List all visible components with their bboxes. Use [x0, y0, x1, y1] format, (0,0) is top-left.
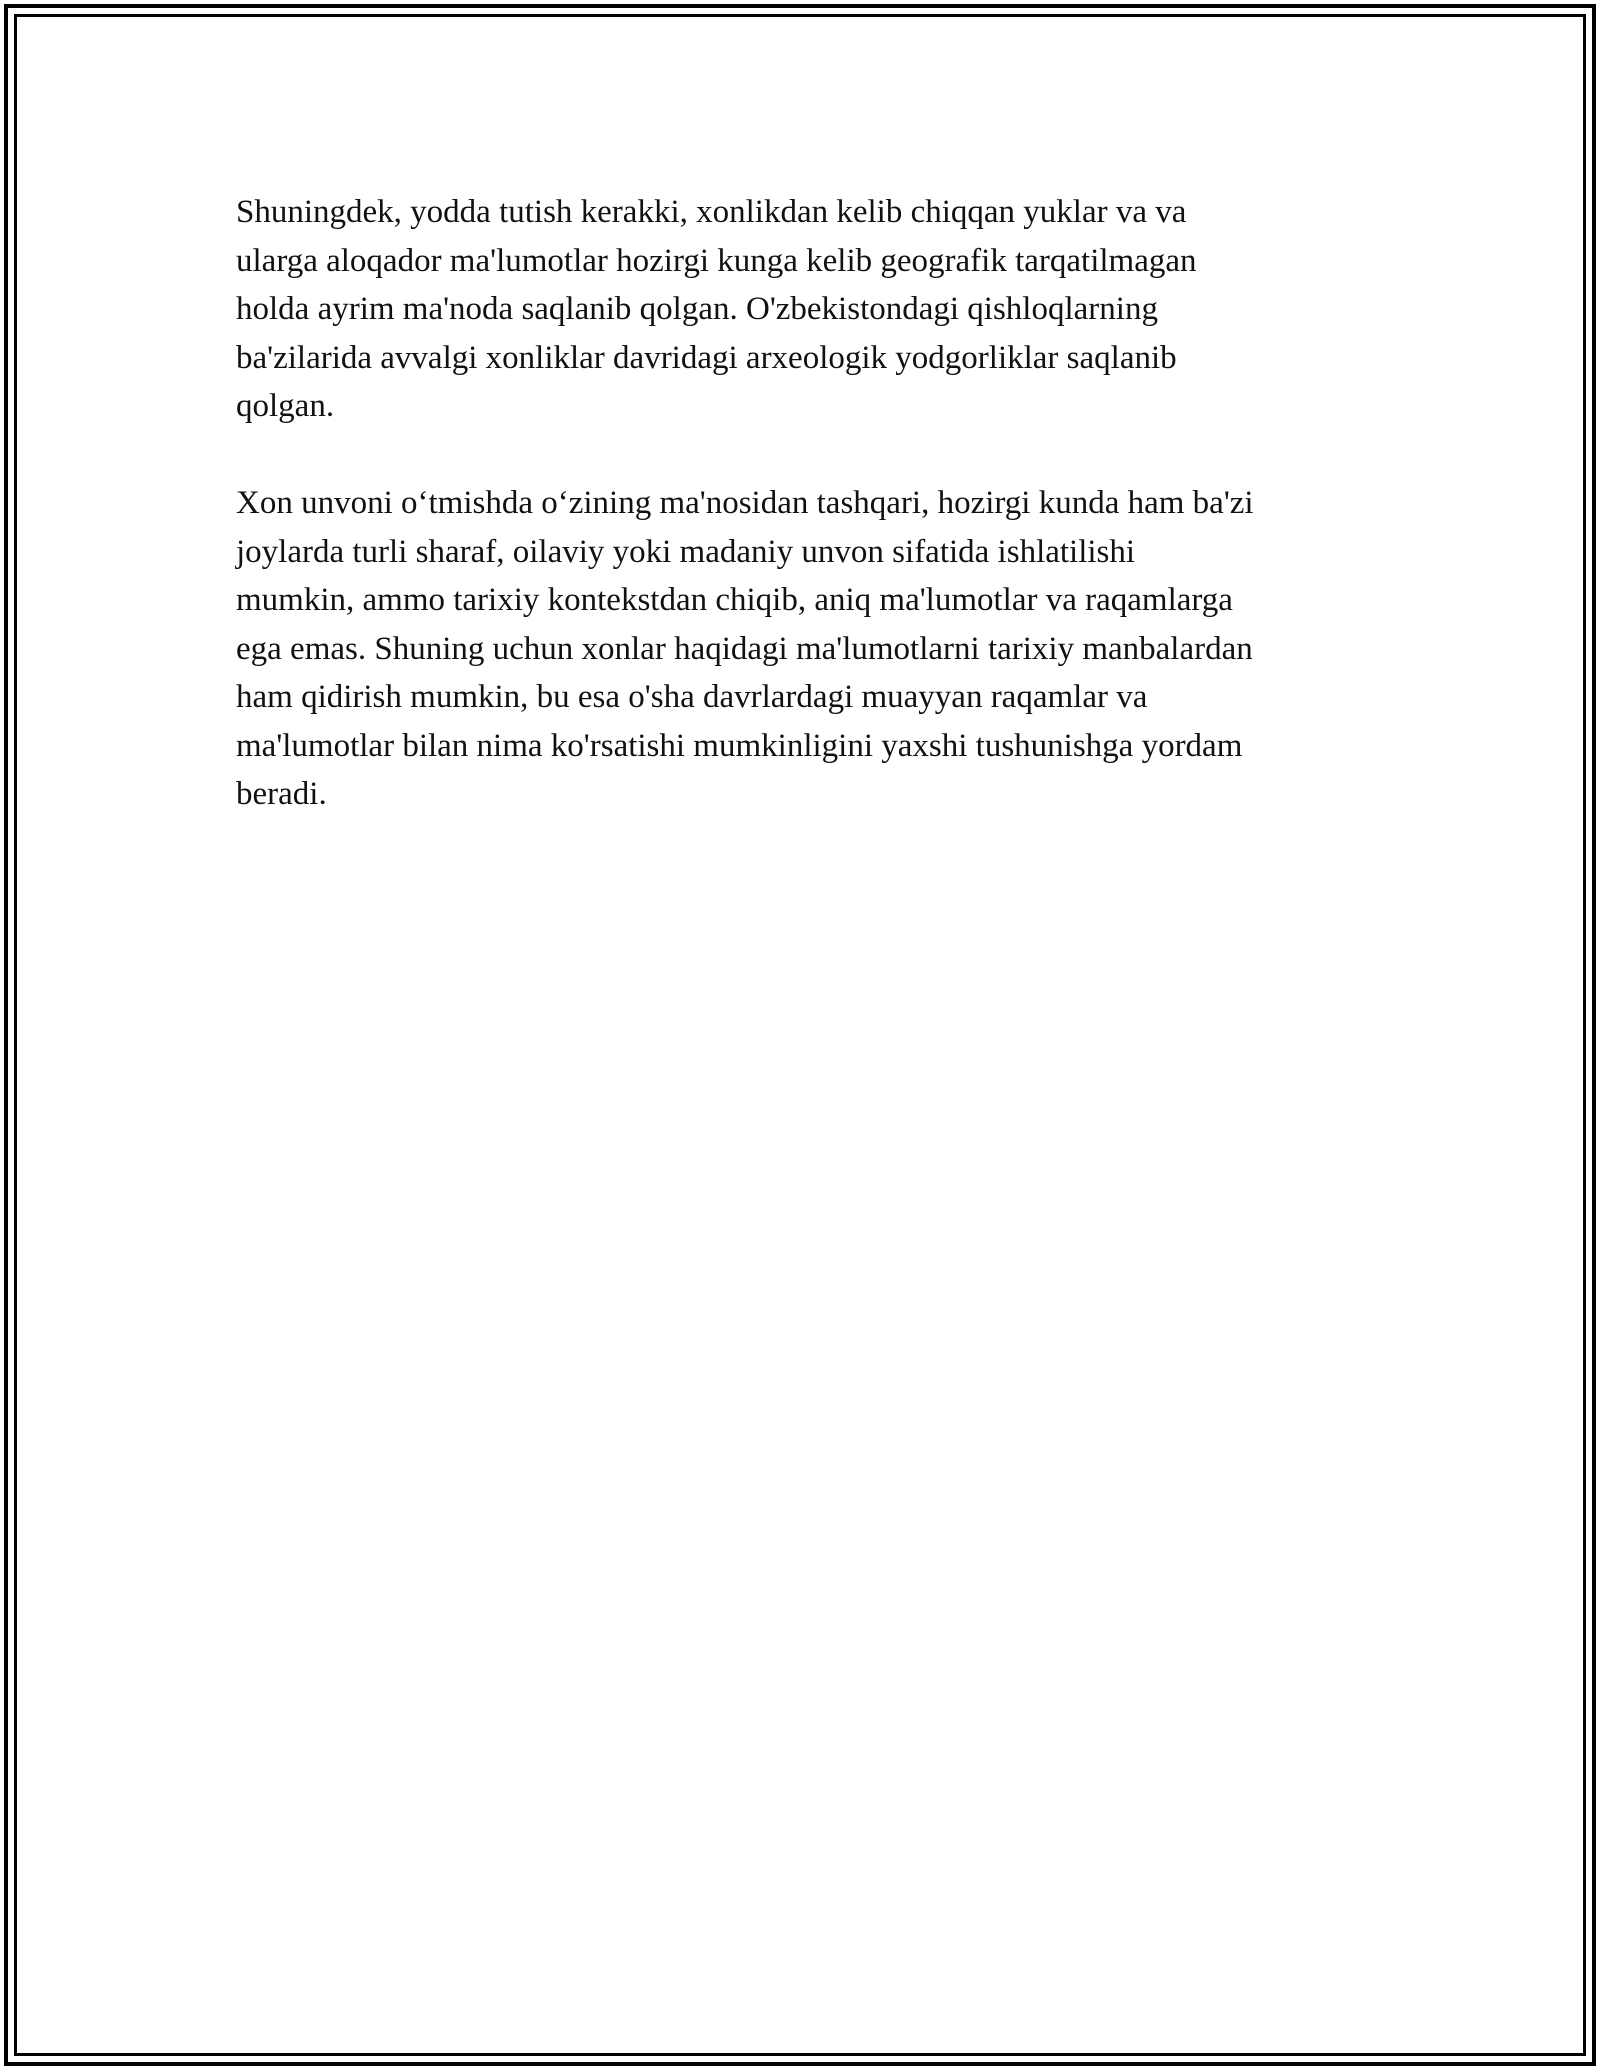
text-line: qolgan. — [236, 388, 335, 424]
text-line: beradi. — [236, 776, 327, 812]
paragraph-1 — [236, 188, 1396, 431]
text-line: joylarda turli sharaf, oilaviy yoki madaniy unvon sifatida ishlatilishi — [236, 533, 1136, 570]
paragraph-2 — [236, 479, 1396, 819]
text-line: ega emas. Shuning uchun xonlar haqidagi ma'lumotlarni tarixiy manbalardan — [236, 630, 1253, 667]
text-line: ma'lumotlar bilan nima ko'rsatishi mumkinligini yaxshi tushunishga yordam — [236, 727, 1243, 764]
document-body — [236, 188, 1396, 867]
text-line: ba'zilarida avvalgi xonliklar davridagi arxeologik yodgorliklar saqlanib — [236, 339, 1177, 376]
text-line: Shuningdek, yodda tutish kerakki, xonlikdan kelib chiqqan yuklar va va — [236, 194, 1187, 230]
text-line: ularga aloqador ma'lumotlar hozirgi kunga kelib geografik tarqatilmagan — [236, 242, 1197, 279]
text-line: mumkin, ammo tarixiy kontekstdan chiqib, aniq ma'lumotlar va raqamlarga — [236, 582, 1233, 618]
text-line: holda ayrim ma'noda saqlanib qolgan. O'zbekistondagi qishloqlarning — [236, 291, 1158, 327]
text-line: ham qidirish mumkin, bu esa o'sha davrlardagi muayyan raqamlar va — [236, 679, 1148, 715]
text-line: Xon unvoni o‘tmishda o‘zining ma'nosidan tashqari, hozirgi kunda ham ba'zi — [236, 485, 1254, 521]
